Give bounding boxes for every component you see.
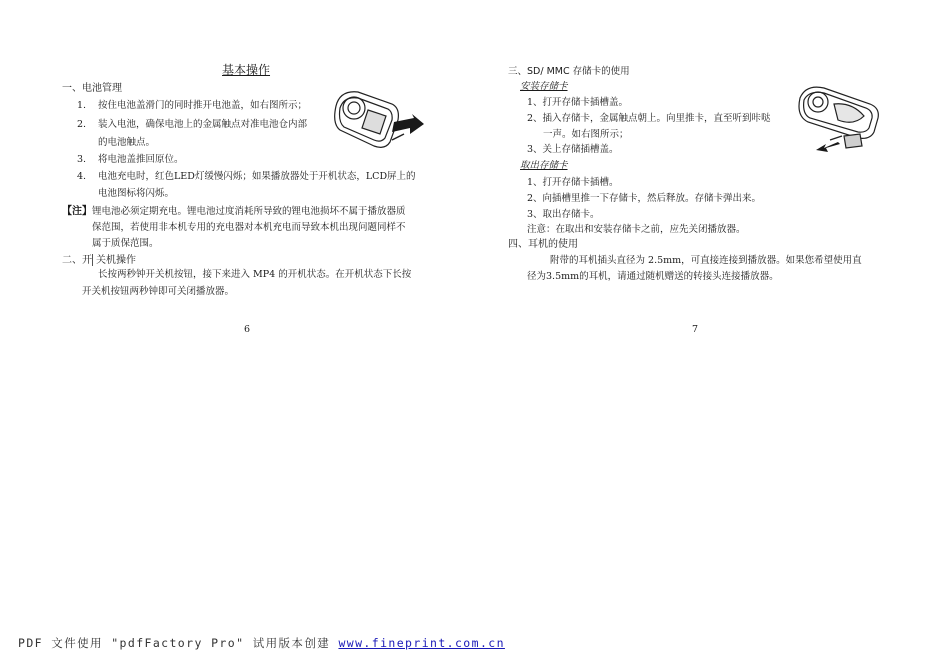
page-number: 7 bbox=[692, 324, 699, 335]
section-heading-earphones: 四、耳机的使用 bbox=[508, 239, 578, 250]
section-heading-power-rest: 关机操作 bbox=[96, 255, 136, 266]
battery-cover-illustration bbox=[330, 84, 426, 154]
list-item: 电池充电时，红色LED灯缓慢闪烁；如果播放器处于开机状态，LCD屏上的 bbox=[98, 171, 416, 182]
step-item: 3、取出存储卡。 bbox=[527, 209, 600, 220]
note-bracket: 【注】 bbox=[62, 206, 92, 217]
subheading-install-card: 安装存储卡 bbox=[520, 81, 568, 92]
list-item-continuation: 电池图标将闪烁。 bbox=[98, 188, 175, 199]
step-item: 1、打开存储卡插槽。 bbox=[527, 177, 619, 188]
list-item-continuation: 的电池触点。 bbox=[98, 137, 156, 148]
note-text: 锂电池必须定期充电。锂电池过度消耗所导致的锂电池损坏不属于播放器质 bbox=[92, 206, 406, 217]
section-heading-divider bbox=[92, 254, 93, 266]
sd-card-insert-illustration bbox=[794, 82, 884, 162]
list-item: 按住电池盖滑门的同时推开电池盖，如右图所示； bbox=[98, 100, 308, 111]
list-item: 装入电池，确保电池上的金属触点对准电池仓内部 bbox=[98, 119, 308, 130]
note-text: 保范围，若使用非本机专用的充电器对本机充电而导致本机出现问题同样不 bbox=[92, 222, 406, 233]
step-item: 3、关上存储插槽盖。 bbox=[527, 144, 619, 155]
section-heading-sd-card: 三、SD/ MMC 存储卡的使用 bbox=[508, 66, 630, 77]
list-item-number: 3. bbox=[77, 154, 87, 165]
paragraph: 附带的耳机插头直径为 2.5mm，可直接连接到播放器。如果您希望使用直 bbox=[550, 255, 862, 266]
paragraph: 径为3.5mm的耳机，请通过随机赠送的转接头连接播放器。 bbox=[527, 271, 779, 282]
footer-link[interactable]: www.fineprint.com.cn bbox=[338, 636, 505, 650]
step-item: 2、向插槽里推一下存储卡，然后释放。存储卡弹出来。 bbox=[527, 193, 762, 204]
step-item: 2、插入存储卡，金属触点朝上。向里推卡，直至听到咔哒 bbox=[527, 113, 771, 124]
notice-text: 注意：在取出和安装存储卡之前，应先关闭播放器。 bbox=[527, 224, 746, 235]
footer-text: PDF 文件使用 "pdfFactory Pro" 试用版本创建 bbox=[18, 636, 339, 650]
pdf-footer bbox=[18, 635, 505, 651]
paragraph: 开关机按钮两秒钟即可关闭播放器。 bbox=[82, 286, 235, 297]
subheading-remove-card: 取出存储卡 bbox=[520, 160, 568, 171]
list-item-number: 2. bbox=[77, 119, 87, 130]
page-number: 6 bbox=[244, 324, 251, 335]
page-title: 基本操作 bbox=[222, 63, 271, 77]
note-text: 属于质保范围。 bbox=[92, 238, 159, 249]
paragraph: 长按两秒钟开关机按钮，接下来进入 MP4 的开机状态。在开机状态下长按 bbox=[98, 269, 412, 280]
list-item-number: 1. bbox=[77, 100, 87, 111]
step-item: 1、打开存储卡插槽盖。 bbox=[527, 97, 629, 108]
section-heading-battery: 一、电池管理 bbox=[62, 83, 122, 94]
step-item-continuation: 一声。如右图所示； bbox=[543, 129, 629, 140]
list-item-number: 4. bbox=[77, 171, 87, 182]
list-item: 将电池盖推回原位。 bbox=[98, 154, 184, 165]
section-heading-power: 二、开 bbox=[62, 255, 92, 266]
